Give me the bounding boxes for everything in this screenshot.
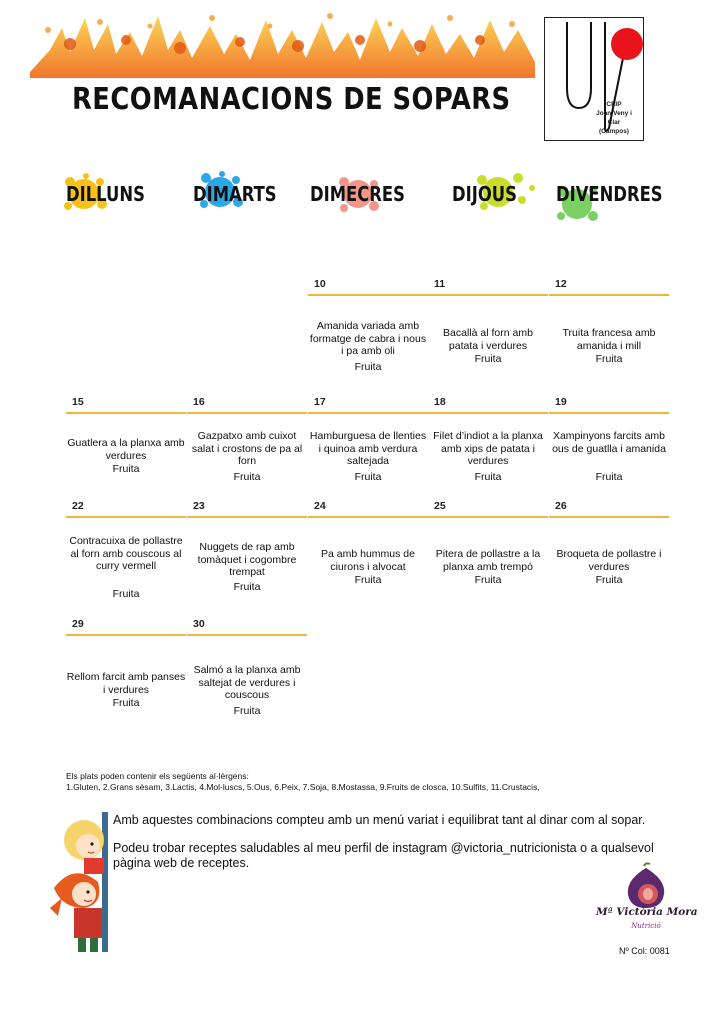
note-paragraph: Amb aquestes combinacions compteu amb un menú variat i equilibrat tant al dinar com al sopar. <box>113 813 646 827</box>
divider-line <box>428 516 548 518</box>
meal-fruit: Fruita <box>474 471 502 483</box>
divider-line <box>428 412 548 414</box>
meal-fruit: Fruita <box>233 581 261 593</box>
allergen-intro: Els plats poden contenir els següents al·lèrgens: <box>66 771 249 781</box>
day-number: 26 <box>555 500 567 512</box>
meal-description: Bacallà al forn amb patata i verdures <box>443 327 533 352</box>
day-number: 17 <box>314 396 326 408</box>
day-label: DILLUNS <box>66 182 145 206</box>
nutritionist-subtitle: Nutrició <box>631 922 661 930</box>
day-number: 16 <box>193 396 205 408</box>
day-number: 10 <box>314 278 326 290</box>
handprint-banner <box>30 10 535 78</box>
note-paragraph: Podeu trobar receptes saludables al meu perfil de instagram @victoria_nutricionista o a qualsevol pàgina web de receptes. <box>113 841 654 870</box>
meal-description: Nuggets de rap amb tomàquet i cogombre trempat <box>197 541 297 579</box>
meal-description: Broqueta de pollastre i verdures <box>556 548 662 573</box>
meal-fruit: Fruita <box>474 574 502 586</box>
day-number: 23 <box>193 500 205 512</box>
meal-description: Guatlera a la planxa amb verdures <box>67 437 185 462</box>
page-title: RECOMANACIONS DE SOPARS <box>72 82 511 117</box>
meal-fruit: Fruita <box>595 353 623 365</box>
meal-description: Rellom farcit amb panses i verdures <box>66 671 186 696</box>
divider-line <box>549 294 669 296</box>
day-label: DIMARTS <box>193 182 277 206</box>
day-header-dijous <box>448 170 548 218</box>
day-number: 22 <box>72 500 84 512</box>
meal-fruit: Fruita <box>112 588 140 600</box>
day-number: 18 <box>434 396 446 408</box>
meal-description: Contracuixa de pollastre al forn amb couscous al curry vermell <box>69 535 183 573</box>
school-logo-line: Joan Veny i <box>596 110 632 117</box>
divider-line <box>187 516 307 518</box>
divider-line <box>308 516 428 518</box>
day-header-dimecres <box>308 170 408 218</box>
day-label: DIVENDRES <box>556 182 663 206</box>
divider-line <box>308 294 428 296</box>
day-header-divendres <box>553 170 663 218</box>
school-logo <box>544 17 644 141</box>
meal-fruit: Fruita <box>112 697 140 709</box>
meal-fruit: Fruita <box>354 361 382 373</box>
day-number: 19 <box>555 396 567 408</box>
school-logo-line: Clar <box>607 119 621 126</box>
meal-description: Pitera de pollastre a la planxa amb trempó <box>435 548 541 573</box>
meal-fruit: Fruita <box>354 574 382 586</box>
meal-description: Filet d’indiot a la planxa amb xips de patata i verdures <box>433 430 543 468</box>
day-number: 24 <box>314 500 326 512</box>
day-label: DIMECRES <box>310 182 405 206</box>
day-header-dimarts <box>190 170 285 218</box>
nutritionist-name: Mª Victòria Mora <box>596 906 698 918</box>
allergen-list: 1.Gluten, 2.Grans sèsam, 3.Lactis, 4.Mol-luscs, 5.Ous, 6.Peix, 7.Soja, 8.Mostassa, 9.Fruits de closca, 10.Sulfits, 11.Crustacis, <box>66 782 540 792</box>
day-number: 12 <box>555 278 567 290</box>
meal-description: Gazpatxo amb cuixot salat i crostons de pa al forn <box>191 430 303 468</box>
school-logo-line: CEIP <box>606 101 622 108</box>
day-number: 15 <box>72 396 84 408</box>
divider-line <box>549 412 669 414</box>
college-number: Nº Col: 0081 <box>619 946 670 956</box>
day-label: DIJOUS <box>452 182 517 206</box>
divider-line <box>66 516 186 518</box>
meal-description: Xampinyons farcits amb ous de guatlla i amanida <box>552 430 666 455</box>
day-header-dilluns <box>58 170 148 218</box>
meal-description: Truita francesa amb amanida i mill <box>562 327 656 352</box>
children-illustration <box>44 812 108 957</box>
divider-line <box>187 412 307 414</box>
note-text <box>113 813 673 884</box>
divider-line <box>428 294 548 296</box>
divider-line <box>187 634 307 636</box>
meal-fruit: Fruita <box>474 353 502 365</box>
meal-fruit: Fruita <box>233 705 261 717</box>
divider-line <box>66 634 186 636</box>
meal-description: Pa amb hummus de ciurons i alvocat <box>321 548 415 573</box>
allergen-notice <box>66 771 540 793</box>
meal-description: Hamburguesa de llenties i quinoa amb verdura saltejada <box>309 430 427 468</box>
meal-fruit: Fruita <box>595 471 623 483</box>
meal-description: Amanida variada amb formatge de cabra i nous i pa amb oli <box>309 320 427 358</box>
day-number: 11 <box>434 278 446 290</box>
school-logo-line: (Campos) <box>599 128 629 135</box>
meal-fruit: Fruita <box>595 574 623 586</box>
nutritionist-logo <box>596 862 696 942</box>
divider-line <box>66 412 186 414</box>
day-number: 29 <box>72 618 84 630</box>
meal-fruit: Fruita <box>233 471 261 483</box>
meal-fruit: Fruita <box>354 471 382 483</box>
day-number: 25 <box>434 500 446 512</box>
meal-fruit: Fruita <box>112 463 140 475</box>
day-number: 30 <box>193 618 205 630</box>
divider-line <box>308 412 428 414</box>
meal-description: Salmó a la planxa amb saltejat de verdures i couscous <box>193 664 301 702</box>
fig-icon <box>596 862 696 912</box>
divider-line <box>549 516 669 518</box>
